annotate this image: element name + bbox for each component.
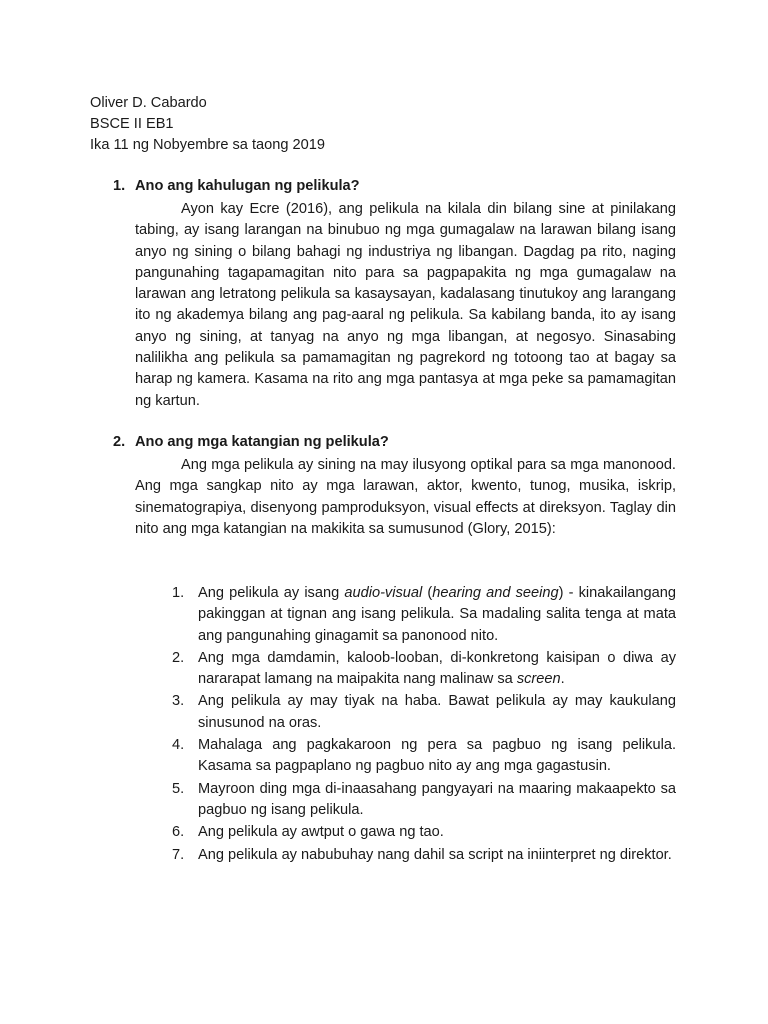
- list-item: 3. Ang pelikula ay may tiyak na haba. Bawat pelikula ay may kaukulang sinusunod na oras.: [172, 693, 676, 731]
- question-1-answer-text: Ayon kay Ecre (2016), ang pelikula na kilala din bilang sine at pinilakang tabing, ay isang larangan na binubuo ng mga gumagalaw na larawan bilang isang anyo ng sining o bilang bahagi ng industriya ng libangan. Dagdag pa rito, naging pangunahing tagapamagitan nito para sa pagpapakita ng mga gumagalaw na larawan ang letratong pelikula sa kasaysayan, kadalasang tinutukoy ang larangang ito ng akademya bilang ang pag-aaral ng pelikula. Sa kabilang banda, ito ay isang anyo ng sining, at tanyag na anyo ng mga libangan, at negosyo. Sinasabing nalilikha ang pelikula sa pamamagitan ng pagrekord ng totoong tao at bagay sa harap ng kamera. Kasama na rito ang mga pantasya at mga peke sa pamamagitan ng kartun.: [135, 201, 676, 409]
- course-section: BSCE II EB1: [90, 116, 174, 132]
- list-item-number: 5.: [172, 780, 185, 797]
- question-2-title: Ano ang mga katangian ng pelikula?: [135, 434, 389, 450]
- question-2-answer: [135, 455, 676, 540]
- list-item-number: 2.: [172, 649, 185, 666]
- list-item: 5. Mayroon ding mga di-inaasahang pangyayari na maaring makaapekto sa pagbuo ng isang pelikula.: [172, 780, 676, 818]
- question-2-heading: [113, 434, 389, 450]
- question-1-answer: [135, 199, 676, 412]
- list-item-number: 6.: [172, 824, 185, 841]
- list-item: 6. Ang pelikula ay awtput o gawa ng tao.: [172, 822, 676, 843]
- question-2-number: 2.: [113, 434, 126, 450]
- list-item: 4. Mahalaga ang pagkakaroon ng pera sa pagbuo ng isang pelikula. Kasama sa pagpaplano ng pagbuo nito ay ang mga gagastusin.: [172, 737, 676, 775]
- question-1-heading: [113, 178, 360, 194]
- list-item-number: 7.: [172, 846, 185, 863]
- list-item: 1. Ang pelikula ay isang audio-visual (hearing and seeing) - kinakailangang pakinggan at tignan ang isang pelikula. Sa madaling salita tenga at mata ang pangunahing ginagamit sa panonood nito.: [172, 585, 676, 644]
- list-item: 2. Ang mga damdamin, kaloob-looban, di-konkretong kaisipan o diwa ay nararapat lamang na maipakita nang malinaw sa screen.: [172, 649, 676, 688]
- list-item-number: 1.: [172, 585, 185, 601]
- list-item-number: 3.: [172, 693, 185, 710]
- characteristics-list: [172, 583, 676, 866]
- question-2-answer-text: Ang mga pelikula ay sining na may ilusyong optikal para sa mga manonood. Ang mga sangkap nito ay mga larawan, aktor, kwento, tunog, musika, iskrip, sinematograpiya, disenyong pamproduksyon, visual effects at direksyon. Taglay din nito ang mga katangian na makikita sa sumusunod (Glory, 2015):: [135, 457, 676, 537]
- question-1-title: Ano ang kahulugan ng pelikula?: [135, 178, 360, 194]
- list-item: 7. Ang pelikula ay nabubuhay nang dahil sa script na iniinterpret ng direktor.: [172, 845, 676, 866]
- question-1-number: 1.: [113, 178, 126, 194]
- document-date: Ika 11 ng Nobyembre sa taong 2019: [90, 137, 326, 153]
- author-name: Oliver D. Cabardo: [90, 95, 207, 111]
- list-item-number: 4.: [172, 737, 185, 754]
